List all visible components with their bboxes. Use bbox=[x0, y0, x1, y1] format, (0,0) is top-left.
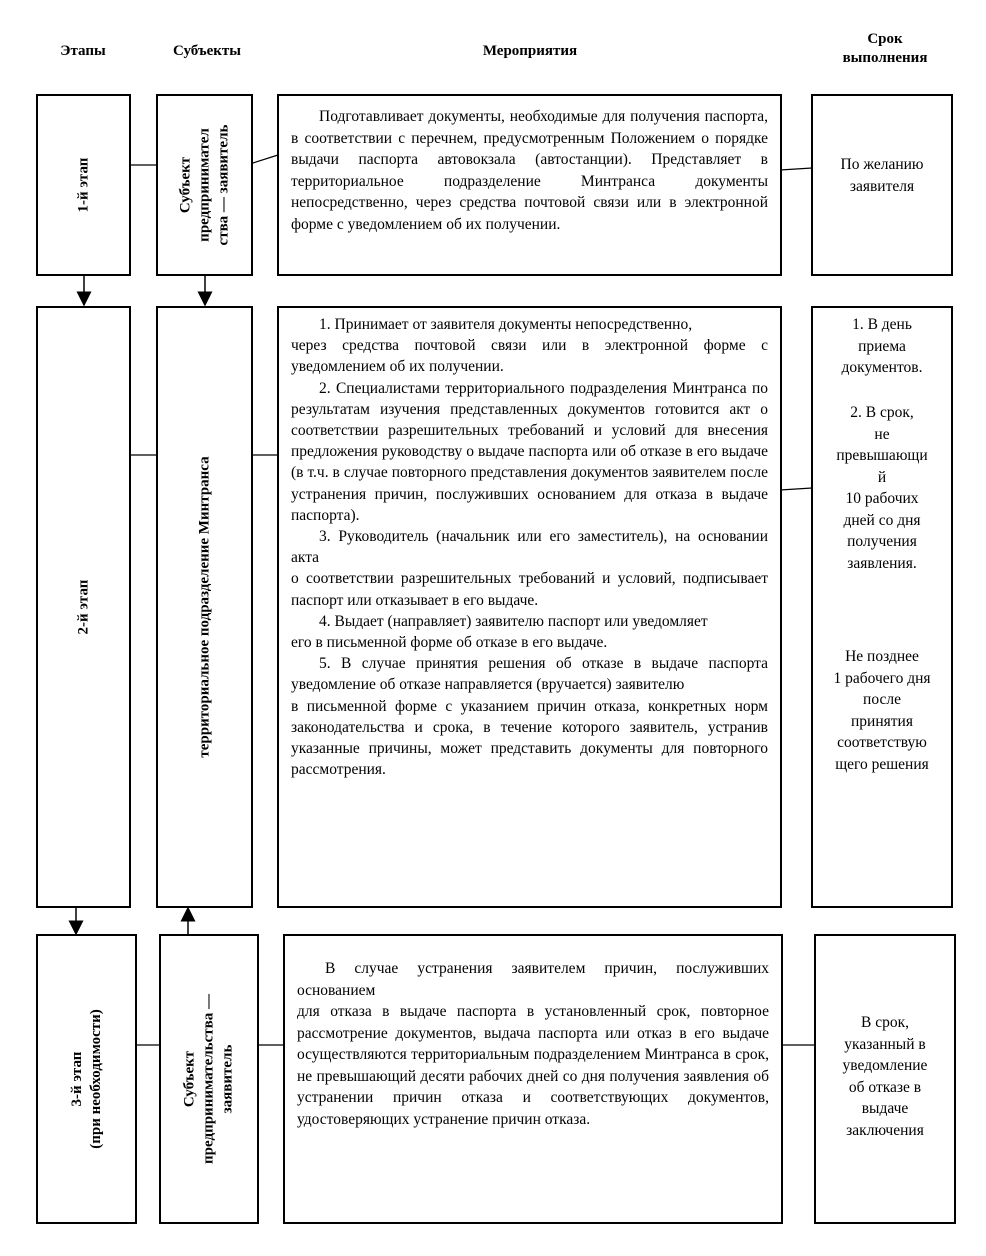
activity-3-box bbox=[283, 934, 783, 1224]
deadline-line: В срок, bbox=[861, 1014, 909, 1031]
deadline-line: выдаче bbox=[861, 1100, 909, 1117]
stage-3-label bbox=[68, 1009, 106, 1149]
activity-2-box bbox=[277, 306, 782, 908]
activity-paragraph: его в письменной форме об отказе в его выдаче. bbox=[291, 634, 608, 652]
activity-paragraph: через средства почтовой связи или в электронной форме с уведомлением об их получении. bbox=[291, 337, 768, 376]
activity-paragraph: 3. Руководитель (начальник или его заместитель), на основании акта bbox=[291, 528, 768, 567]
deadline-2-box bbox=[811, 306, 953, 908]
header-subjects: Субъекты bbox=[172, 43, 241, 59]
activity-paragraph: о соответствии разрешительных требований и условий, подписывает паспорт или отказывает в его выдаче. bbox=[291, 570, 768, 609]
subject-3-line: Субъект bbox=[181, 1050, 198, 1108]
deadline-line: приема bbox=[858, 337, 906, 355]
stage-3-line: 3-й этап bbox=[68, 1051, 85, 1107]
subject-3-line: заявитель bbox=[219, 1044, 236, 1114]
stage-1-label: 1-й этап bbox=[75, 157, 91, 213]
deadline-3-text bbox=[820, 1012, 950, 1141]
activity-paragraph: 1. Принимает от заявителя документы непосредственно, bbox=[319, 316, 693, 333]
activity-paragraph: 5. В случае принятия решения об отказе в выдаче паспорта уведомление об отказе направляется (вручается) заявителю bbox=[291, 655, 768, 694]
deadline-line: об отказе в bbox=[848, 1078, 922, 1096]
activity-paragraph: 4. Выдает (направляет) заявителю паспорт или уведомляет bbox=[319, 612, 708, 630]
activity-1-box bbox=[277, 94, 782, 276]
deadline-1-text bbox=[817, 154, 947, 197]
deadline-line: после bbox=[863, 691, 901, 708]
subject-3-box bbox=[159, 934, 259, 1224]
activity-2-text bbox=[291, 314, 768, 780]
deadline-line: принятия bbox=[851, 712, 913, 730]
deadline-line: получения bbox=[847, 533, 917, 550]
activity-paragraph: Подготавливает документы, необходимые для получения паспорта, в соответствии с перечнем, предусмотренным Положением о порядке выдачи паспорта автовокзала (автостанции). Представляет в территориальное подразделение Минтранса документы непосредственно, через средства почтовой связи или в электронной форме с уведомлением об их получении. bbox=[291, 108, 768, 233]
activity-paragraph: в письменной форме с указанием причин отказа, конкретных норм законодательства и срока, в течение которого заявитель, устранив указанные причины, может представить документы для повторного рассмотрения. bbox=[291, 697, 768, 779]
subject-2-label: территориальное подразделение Минтранса bbox=[196, 456, 212, 758]
deadline-line: заявления. bbox=[847, 554, 917, 572]
subject-1-line: ства — заявитель bbox=[215, 124, 231, 246]
subject-1-box bbox=[156, 94, 253, 276]
link-r2-activity-deadline bbox=[780, 488, 812, 490]
stage-3-line: (при необходимости) bbox=[87, 1009, 104, 1149]
stage-1-box bbox=[36, 94, 131, 276]
deadline-line: превышающи bbox=[836, 447, 928, 464]
deadline-line: й bbox=[877, 468, 887, 486]
subject-1-line: Субъект bbox=[177, 156, 193, 214]
header-deadline-line1: Срок bbox=[867, 31, 903, 47]
subject-3-line: предпринимательства — bbox=[200, 994, 217, 1164]
stage-2-box bbox=[36, 306, 131, 908]
stage-3-box bbox=[36, 934, 137, 1224]
deadline-line: документов. bbox=[841, 359, 923, 376]
subject-2-box bbox=[156, 306, 253, 908]
deadline-line: 10 рабочих bbox=[845, 490, 919, 507]
deadline-line: 1. В день bbox=[852, 316, 912, 333]
activity-paragraph: для отказа в выдаче паспорта в установленный срок, повторное рассмотрение документов, выдача паспорта или отказ в его выдаче осуществляются территориальным подразделением Минтранса в срок, не превышающий десяти рабочих дней со дня получения заявления об устранении причин отказа и соответствующих документов, удостоверяющих устранение причин отказа. bbox=[297, 1003, 769, 1128]
deadline-2b-text bbox=[817, 402, 947, 574]
deadline-line: щего решения bbox=[835, 755, 929, 773]
deadline-line: Не позднее bbox=[845, 648, 919, 665]
link-r1-subject-activity bbox=[253, 155, 278, 163]
deadline-line: не bbox=[874, 425, 890, 443]
deadline-line: заявителя bbox=[849, 177, 915, 195]
activity-paragraph: В случае устранения заявителем причин, послуживших основанием bbox=[297, 960, 769, 999]
deadline-2a-text bbox=[817, 314, 947, 379]
deadline-line: 2. В срок, bbox=[850, 404, 914, 421]
header-deadline-line2: выполнения bbox=[842, 50, 928, 66]
deadline-line: 1 рабочего дня bbox=[833, 669, 931, 687]
stage-2-label: 2-й этап bbox=[75, 579, 91, 635]
deadline-line: дней со дня bbox=[843, 511, 921, 529]
deadline-line: По желанию bbox=[840, 156, 924, 173]
header-stages: Этапы bbox=[60, 43, 106, 59]
activity-3-text bbox=[297, 958, 769, 1130]
header-activities: Мероприятия bbox=[482, 43, 578, 59]
deadline-line: заключения bbox=[846, 1121, 924, 1139]
deadline-line: указанный в bbox=[844, 1035, 926, 1053]
deadline-1-box bbox=[811, 94, 953, 276]
deadline-3-box bbox=[814, 934, 956, 1224]
deadline-2c-text bbox=[817, 646, 947, 775]
subject-1-label bbox=[176, 125, 233, 246]
activity-1-text bbox=[291, 106, 768, 235]
link-r1-activity-deadline bbox=[780, 168, 812, 170]
deadline-line: уведомление bbox=[842, 1057, 928, 1074]
subject-3-label bbox=[181, 994, 238, 1164]
subject-1-line: предпринимател bbox=[196, 128, 212, 242]
deadline-line: соответствую bbox=[837, 734, 927, 751]
activity-paragraph: 2. Специалистами территориального подразделения Минтранса по результатам изучения представленных документов готовится акт о соответствии разрешительных требований и условий для внесения предложения руководству о выдаче паспорта или об отказе в его выдаче (в т.ч. в случае повторного представления документов заявителем после устранения причин, послуживших основанием для отказа в выдаче паспорта). bbox=[291, 379, 768, 524]
